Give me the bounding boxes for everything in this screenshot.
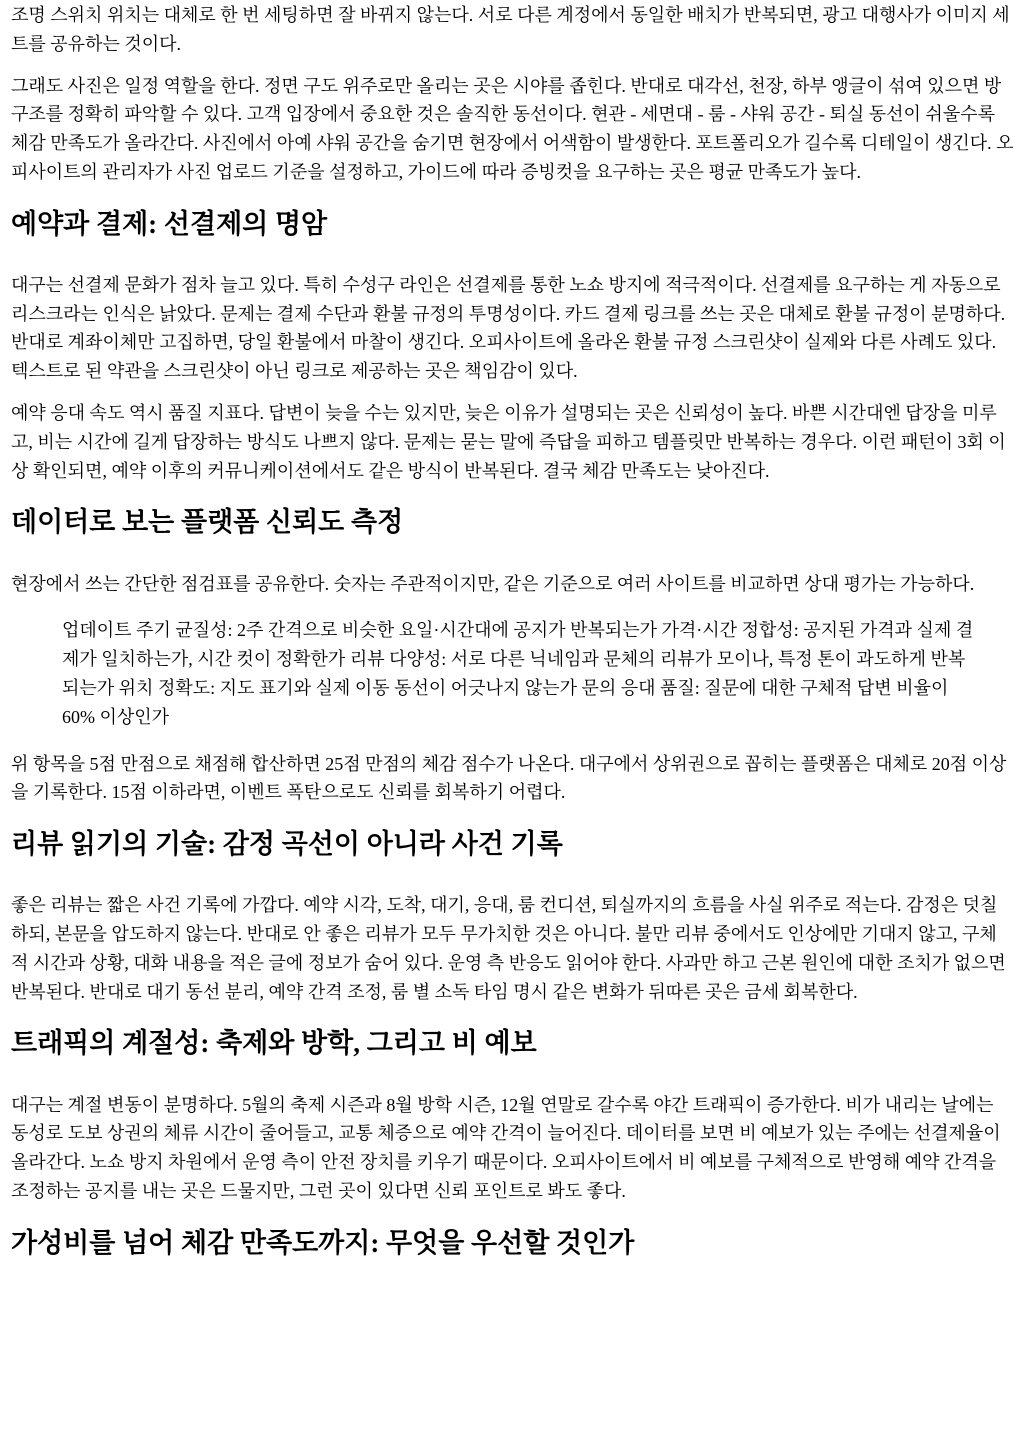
intro-paragraph-photos: 그래도 사진은 일정 역할을 한다. 정면 구도 위주로만 올리는 곳은 시야를 좁힌다. 반대로 대각선, 천장, 하부 앵글이 섞여 있으면 방 구조를 정확히 파악할 수 있다. 고객 입장에서 중요한 것은 솔직한 동선이다. 현관 - 세면대 - 룸 - 샤워 공간 - 퇴실 동선이 쉬울수록 체감 만족도가 올라간다. 사진에서 아예 샤워 공간을 숨기면 현장에서 어색함이 발생한다. 포트폴리오가 길수록 디테일이 생긴다. 오피사이트의 관리자가 사진 업로드 기준을 설정하고, 가이드에 따라 증빙컷을 요구하는 곳은 평균 만족도가 높다. (11, 75, 1014, 182)
section-heading-value-satisfaction: 가성비를 넘어 체감 만족도까지: 무엇을 우선할 것인가 (11, 1227, 635, 1258)
article-content (11, 1, 1014, 1261)
section-heading-review-reading: 리뷰 읽기의 기술: 감정 곡선이 아니라 사건 기록 (11, 829, 563, 860)
section-heading-booking-payment: 예약과 결제: 선결제의 명암 (11, 208, 328, 239)
checklist-blockquote: 업데이트 주기 균질성: 2주 간격으로 비슷한 요일·시간대에 공지가 반복되는가 가격·시간 정합성: 공지된 가격과 실제 결제가 일치하는가, 시간 컷이 정확한가 리뷰 다양성: 서로 다른 닉네임과 문체의 리뷰가 모이나, 특정 톤이 과도하게 반복되는가 위치 정확도: 지도 표기와 실제 이동 동선이 어긋나지 않는가 문의 응대 품질: 질문에 대한 구체적 답변 비율이 60% 이상인가 (62, 620, 974, 727)
paragraph-response-speed: 예약 응대 속도 역시 품질 지표다. 답변이 늦을 수는 있지만, 늦은 이유가 설명되는 곳은 신뢰성이 높다. 바쁜 시간대엔 답장을 미루고, 비는 시간에 길게 답장하는 방식도 나쁘지 않다. 문제는 묻는 말에 즉답을 피하고 템플릿만 반복하는 경우다. 이런 패턴이 3회 이상 확인되면, 예약 이후의 커뮤니케이션에서도 같은 방식이 반복된다. 결국 체감 만족도는 낮아진다. (11, 403, 1006, 481)
paragraph-good-reviews: 좋은 리뷰는 짧은 사건 기록에 가깝다. 예약 시각, 도착, 대기, 응대, 룸 컨디션, 퇴실까지의 흐름을 사실 위주로 적는다. 감정은 덧칠하되, 본문을 압도하지 않는다. 반대로 안 좋은 리뷰가 모두 무가치한 것은 아니다. 불만 리뷰 중에서도 인상에만 기대지 않고, 구체적 시간과 상황, 대화 내용을 적은 글에 정보가 숨어 있다. 운영 측 반응도 읽어야 한다. 사과만 하고 근본 원인에 대한 조치가 없으면 반복된다. 반대로 대기 동선 분리, 예약 간격 조정, 룸 별 소독 타임 명시 같은 변화가 뒤따른 곳은 금세 회복한다. (11, 895, 1006, 1002)
section-heading-traffic-seasonality: 트래픽의 계절성: 축제와 방학, 그리고 비 예보 (11, 1028, 537, 1059)
paragraph-scoring-summary: 위 항목을 5점 만점으로 채점해 합산하면 25점 만점의 체감 점수가 나온다. 대구에서 상위권으로 꼽히는 플랫폼은 대체로 20점 이상을 기록한다. 15점 이하라면, 이벤트 폭탄으로도 신뢰를 회복하기 어렵다. (11, 753, 1007, 803)
section-heading-platform-trust-data: 데이터로 보는 플랫폼 신뢰도 측정 (11, 507, 404, 538)
paragraph-checklist-intro: 현장에서 쓰는 간단한 점검표를 공유한다. 숫자는 주관적이지만, 같은 기준으로 여러 사이트를 비교하면 상대 평가는 가능하다. (11, 573, 975, 594)
intro-paragraph-lighting: 조명 스위치 위치는 대체로 한 번 세팅하면 잘 바뀌지 않는다. 서로 다른 계정에서 동일한 배치가 반복되면, 광고 대행사가 이미지 세트를 공유하는 것이다. (11, 5, 1010, 54)
paragraph-prepayment-culture: 대구는 선결제 문화가 점차 늘고 있다. 특히 수성구 라인은 선결제를 통한 노쇼 방지에 적극적이다. 선결제를 요구하는 게 자동으로 리스크라는 인식은 낡았다. 문제는 결제 수단과 환불 규정의 투명성이다. 카드 결제 링크를 쓰는 곳은 대체로 환불 규정이 분명하다. 반대로 계좌이체만 고집하면, 당일 환불에서 마찰이 생긴다. 오피사이트에 올라온 환불 규정 스크린샷이 실제와 다른 사례도 있다. 텍스트로 된 약관을 스크린샷이 아닌 링크로 제공하는 곳은 책임감이 있다. (11, 274, 1006, 382)
paragraph-seasonal-traffic: 대구는 계절 변동이 분명하다. 5월의 축제 시즌과 8월 방학 시즌, 12월 연말로 갈수록 야간 트래픽이 증가한다. 비가 내리는 날에는 동성로 도보 상권의 체류 시간이 줄어들고, 교통 체증으로 예약 간격이 늘어진다. 데이터를 보면 비 예보가 있는 주에는 선결제율이 올라간다. 노쇼 방지 차원에서 운영 측이 안전 장치를 키우기 때문이다. 오피사이트에서 비 예보를 구체적으로 반영해 예약 간격을 조정하는 공지를 내는 곳은 드물지만, 그런 곳이 있다면 신뢰 포인트로 봐도 좋다. (11, 1094, 1001, 1201)
